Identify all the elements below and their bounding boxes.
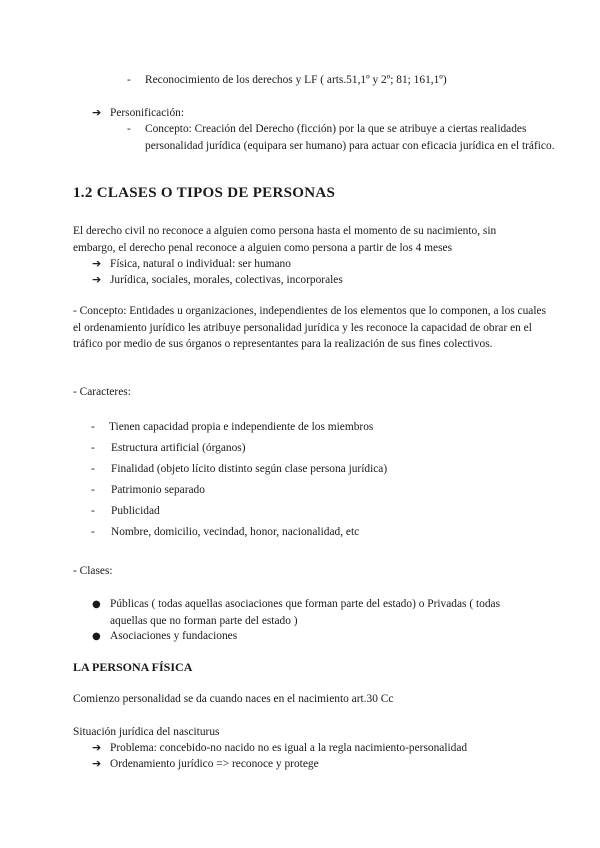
concepto-persona-juridica: - Concepto: Entidades u organizaciones, independientes de los elementos que lo componen, a los cuales el ordenamiento jurídico les atribuye personalidad jurídica y les reconoce la capacidad de obrar en el tráfico por medio de sus órganos o representantes para la realización de sus fines colectivos. xyxy=(73,305,547,350)
caracter-dash: - xyxy=(91,484,95,496)
personificacion-label: Personificación: xyxy=(110,107,185,119)
section-title: 1.2 CLASES O TIPOS DE PERSONAS xyxy=(73,185,336,201)
caracter-dash: - xyxy=(91,505,95,517)
comienzo-personalidad: Comienzo personalidad se da cuando naces en el nacimiento art.30 Cc xyxy=(73,693,394,705)
tipo-fisica-arrow: ➔ xyxy=(92,257,102,270)
situacion-label: Situación jurídica del nasciturus xyxy=(73,726,220,738)
caracter-item: Nombre, domicilio, vecindad, honor, nacionalidad, etc xyxy=(111,526,360,538)
caracter-dash: - xyxy=(91,421,95,433)
caracter-item: Estructura artificial (órganos) xyxy=(111,442,246,454)
clase-bullet: ● xyxy=(92,631,101,642)
situacion-arrow: ➔ xyxy=(92,741,102,754)
concepto-dash: - xyxy=(127,123,131,135)
clase-item: Públicas ( todas aquellas asociaciones que forman parte del estado) o Privadas ( todas aquellas que no forman parte del estado ) xyxy=(110,598,501,627)
paragraph-derecho-civil: El derecho civil no reconoce a alguien como persona hasta el momento de su nacimiento, sin embargo, el derecho penal reconoce a alguien como persona a partir de los 4 meses xyxy=(73,225,497,254)
caracter-item: Publicidad xyxy=(111,505,160,517)
intro-line: Reconocimiento de los derechos y LF ( arts.51,1º y 2º; 81; 161,1º) xyxy=(145,74,447,86)
clases-label: - Clases: xyxy=(73,565,113,577)
subtitle-persona-fisica: LA PERSONA FÍSICA xyxy=(73,660,193,674)
situacion-item: Ordenamiento jurídico => reconoce y protege xyxy=(110,758,319,770)
caracter-dash: - xyxy=(91,442,95,454)
clase-item: Asociaciones y fundaciones xyxy=(110,630,238,642)
intro-dash: - xyxy=(127,74,131,86)
tipo-fisica: Física, natural o individual: ser humano xyxy=(110,258,291,270)
tipo-juridica: Jurídica, sociales, morales, colectivas, incorporales xyxy=(110,274,343,286)
personificacion-arrow: ➔ xyxy=(92,106,102,119)
situacion-arrow: ➔ xyxy=(92,757,102,770)
caracter-dash: - xyxy=(91,463,95,475)
tipo-juridica-arrow: ➔ xyxy=(92,273,102,286)
caracter-item: Tienen capacidad propia e independiente de los miembros xyxy=(109,421,374,433)
caracter-item: Patrimonio separado xyxy=(111,484,205,496)
situacion-item: Problema: concebido-no nacido no es igual a la regla nacimiento-personalidad xyxy=(110,742,468,754)
clase-bullet: ● xyxy=(92,599,101,610)
caracter-item: Finalidad (objeto lícito distinto según clase persona jurídica) xyxy=(111,463,388,475)
caracteres-label: - Caracteres: xyxy=(73,386,131,398)
personificacion-concepto: Concepto: Creación del Derecho (ficción) por la que se atribuye a ciertas realidades personalidad jurídica (equipara ser humano) para actuar con eficacia jurídica en el tráfico. xyxy=(145,123,555,152)
caracter-dash: - xyxy=(91,526,95,538)
